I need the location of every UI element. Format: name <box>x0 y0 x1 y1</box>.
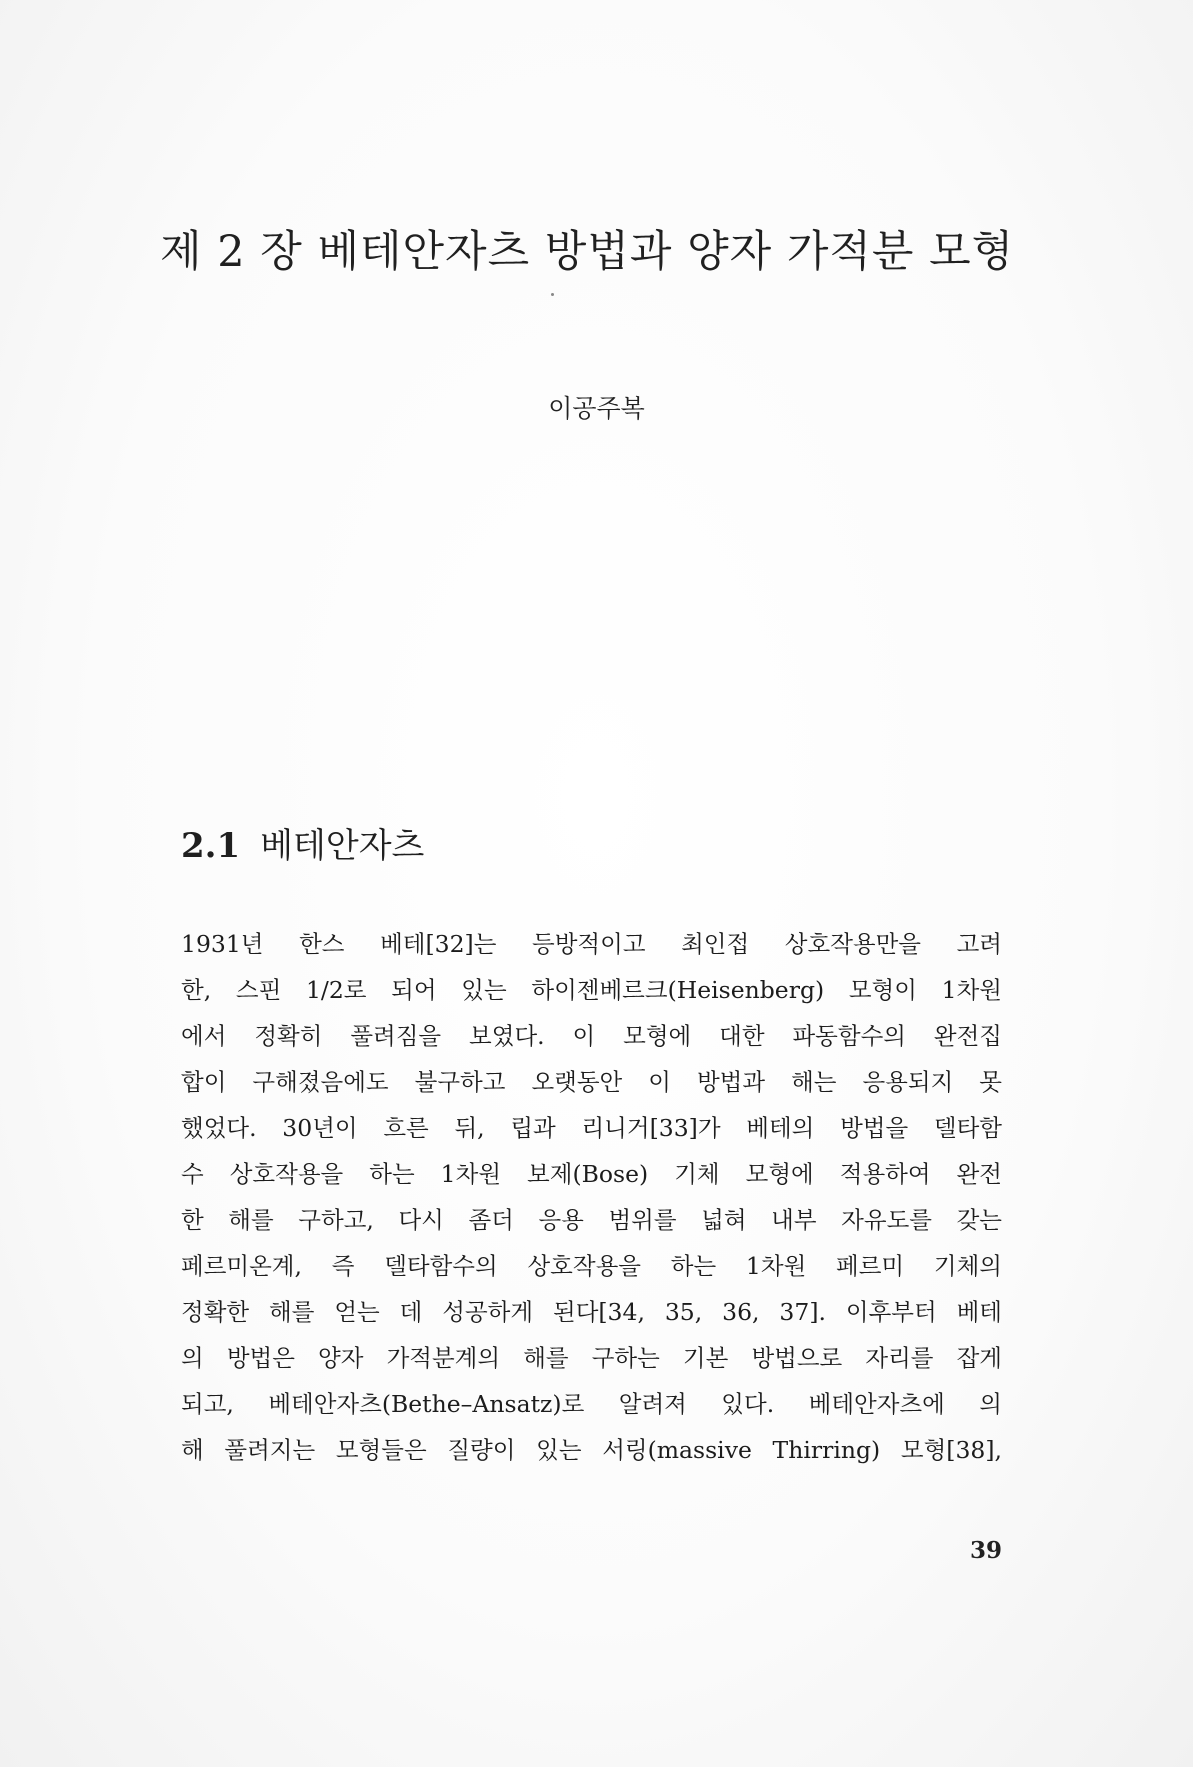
text-line: 수 상호작용을 하는 1차원 보제(Bose) 기체 모형에 적용하여 완전 <box>181 1160 1002 1188</box>
text-line: 에서 정확히 풀려짐을 보였다. 이 모형에 대한 파동함수의 완전집 <box>181 1022 1002 1050</box>
section-number: 2.1 <box>181 826 241 866</box>
text-line: 해 풀려지는 모형들은 질량이 있는 서링(massive Thirring) 모형[38], <box>181 1436 1002 1464</box>
text-line: 합이 구해졌음에도 불구하고 오랫동안 이 방법과 해는 응용되지 못 <box>181 1068 1002 1096</box>
text-line: 페르미온계, 즉 델타함수의 상호작용을 하는 1차원 페르미 기체의 <box>181 1252 1002 1280</box>
text-line: 한, 스핀 1/2로 되어 있는 하이젠베르크(Heisenberg) 모형이 1차원 <box>181 976 1002 1004</box>
scan-speck <box>551 293 554 296</box>
text-line: 1931년 한스 베테[32]는 등방적이고 최인접 상호작용만을 고려 <box>181 930 1002 958</box>
text-line: 되고, 베테안자츠(Bethe–Ansatz)로 알려져 있다. 베테안자츠에 의 <box>181 1390 1002 1418</box>
section-heading <box>181 823 424 869</box>
page-number: 39 <box>969 1537 1002 1564</box>
author-name: 이공주복 <box>548 394 645 423</box>
text-line: 의 방법은 양자 가적분계의 해를 구하는 기본 방법으로 자리를 잡게 <box>181 1344 1002 1372</box>
text-line: 했었다. 30년이 흐른 뒤, 립과 리니거[33]가 베테의 방법을 델타함 <box>181 1114 1002 1142</box>
text-line: 한 해를 구하고, 다시 좀더 응용 범위를 넓혀 내부 자유도를 갖는 <box>181 1206 1002 1234</box>
text-line: 정확한 해를 얻는 데 성공하게 된다[34, 35, 36, 37]. 이후부터 베테 <box>181 1298 1002 1326</box>
body-paragraph <box>181 921 1002 1473</box>
chapter-title: 제 2 장 베테안자츠 방법과 양자 가적분 모형 <box>160 227 1015 277</box>
section-title: 베테안자츠 <box>260 826 425 866</box>
